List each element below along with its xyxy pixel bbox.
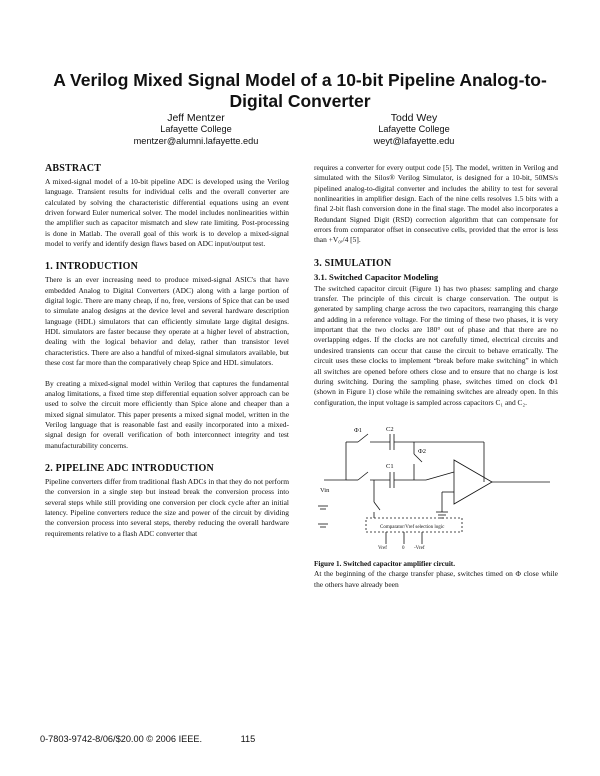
- vin-label: Vin: [320, 486, 330, 494]
- author-affiliation: Lafayette College: [378, 124, 450, 134]
- continuation-text: requires a converter for every output code [5]. The model, written in Verilog and simulated with the Silos® Verilog Simulator, is designed for a 10-bit, 50MS/s pipelined analog-to-digital converter and includes the ability to test for several nonlinearities in amplifier design. Each of the nine cells resolves 1.5 bits with a final 2-bit flash conversion done in the final stage. The model also incorporates a Redundant Signed Digit (RSD) correction algorithm that can compensate for errors from comparator offset in consecutive cells, provided that the error is less than +V₀ᵣ/4 [5].: [314, 163, 558, 245]
- introduction-heading: 1. INTRODUCTION: [45, 261, 139, 273]
- paper-title: A Verilog Mixed Signal Model of a 10-bit Pipeline Analog-to-Digital Converter: [53, 70, 547, 111]
- left-column: [45, 163, 289, 539]
- page-number: 115: [240, 734, 256, 744]
- phi2-label: Φ2: [418, 447, 427, 455]
- figure-caption: Figure 1. Switched capacitor amplifier circuit.: [314, 560, 456, 569]
- comparator-label: Comparator/Vref selection logic: [380, 524, 445, 530]
- after-figure-text: At the beginning of the charge transfer phase, switches timed on Φ close while the others have already been: [314, 569, 558, 589]
- author-block-1: [96, 112, 296, 147]
- simulation-text: The switched capacitor circuit (Figure 1) has two phases: sampling and charge transfer. The principle of this circuit is charge conservation. The output is generated by sampling charge across the two capacitors, rearranging this charge and adding in a reference voltage. For the timing of these two phases, it is very important that the two clocks are 180° out of phase and that there are no overlapping edges. If the clocks are not carefully timed, electrical circuits and undesired transients can occur that cause the circuit to behave erratically. The circuit uses these clocks to implement “break before make switching” in which all switches are opened before others close and to ensure that no charge is lost during switching. During the sampling phase, switches timed on clock Φ1 (shown in Figure 1) close while the remaining switches are already open. In this configuration, the input voltage is sampled across capacitors C₁ and C₂.: [314, 283, 558, 407]
- switched-capacitor-circuit-figure: [314, 420, 558, 550]
- phi1-label: Φ1: [354, 426, 363, 434]
- author-name: Jeff Mentzer: [167, 112, 225, 124]
- pipeline-text: Pipeline converters differ from traditional flash ADCs in that they do not perform the conversion in a single step but instead break the conversion process into several steps while still providing one conversion per clock cycle after an initial latency. Pipeline converters reduce the size and power of the circuit by dividing the conversion process into several steps, thereby reducing the overall hardware requirements relative to a flash ADC converter that: [45, 476, 289, 538]
- right-column: [314, 163, 558, 590]
- c1-label: C1: [386, 462, 394, 470]
- author-affiliation: Lafayette College: [160, 124, 232, 134]
- copyright-line: 0-7803-9742-8/06/$20.00 © 2006 IEEE.: [40, 734, 203, 744]
- author-email[interactable]: weyt@lafayette.edu: [373, 135, 455, 146]
- ref-label: 0: [402, 545, 405, 550]
- c2-label: C2: [386, 425, 394, 433]
- pipeline-heading: 2. PIPELINE ADC INTRODUCTION: [45, 462, 214, 474]
- author-name: Todd Wey: [390, 112, 438, 124]
- page-footer: [40, 734, 255, 744]
- switched-capacitor-heading: 3.1. Switched Capacitor Modeling: [314, 271, 439, 282]
- introduction-paragraph: There is an ever increasing need to produce mixed-signal ASIC's that have embedded Analog to Digital Converters (ADC) along with a large portion of digital logic. There are many cheap, if no, free, versions of Spice that can be used to simulate analog designs at the device level and several hardware description language (HDL) simulators that can efficiently simulate large digital designs. HDL simulators are faster because they operate at a higher level of abstraction, dealing with the logical behavior and delay, rather than transistor level characteristics. There are also a handful of mixed-signal simulators available, but these cost far more than the comparatively cheap Spice and HDL simulators.: [45, 275, 289, 368]
- ref-label: Vref: [378, 545, 387, 550]
- author-email[interactable]: mentzer@alumni.lafayette.edu: [133, 135, 259, 146]
- abstract-text: A mixed-signal model of a 10-bit pipeline ADC is developed using the Verilog language. Transient results for individual cells and the overall converter are calculated by solving the characteristic differential equations using an event driven forward Euler numerical solver. The model includes nonlinearities within the amplifier such as capacitor mismatch and slew rate limiting. Post-processing is done in Matlab. The overall goal of this work is to develop a mixed-signal model to verify and identify design flaws based on ADC input/output test.: [45, 177, 289, 249]
- abstract-heading: ABSTRACT: [45, 163, 102, 174]
- author-block-2: [314, 112, 514, 147]
- introduction-paragraph: By creating a mixed-signal model within Verilog that captures the fundamental analog limitations, a fixed time step differential equation solver approach can be used to solve the circuit more efficiently than Spice alone and cheaper than a mixed signal simulator. This paper presents a mixed signal model, written in the Verilog language that is reasonable fast and easily incorporated into a mixed-signal design for overall verification of both interconnect integrity and test manufacturability concerns.: [45, 378, 289, 450]
- ref-label: -Vref: [414, 545, 425, 550]
- simulation-heading: 3. SIMULATION: [314, 257, 392, 269]
